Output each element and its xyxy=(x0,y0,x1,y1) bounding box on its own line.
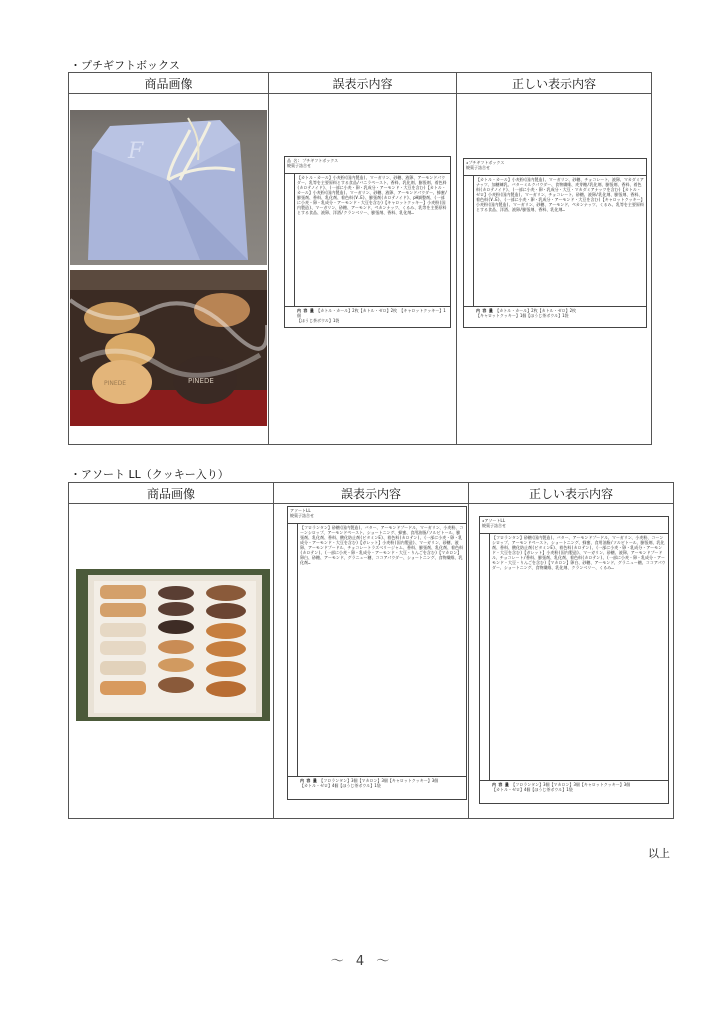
section-title-assort-ll: ・アソート LL（クッキー入り） xyxy=(70,468,229,481)
label-ingredients: 【フロランタン】砂糖(国内製造)、バター、アーモンドプードル、マーガリン、小麦粉、コーンシロップ、アーモンドペースト、ショートニング、蜂蜜、食用油脂/ソルビトール、膨張剤、乳化剤、香料、酸化防止剤(ビタミンE)、着色料(カロテン)、(一部に小麦・卵・乳成分・アーモンド・大豆を含む)【ガレット】小麦粉(国内製造)、マーガリン、砂糖、液卵、アーモンドプードル、チョコレートラズベリージャム、香料、膨張剤、乳化剤、着色料(カロテン)、(一部に小麦・卵・乳成分・アーモンド・大豆・りんごを含む)【マカロン】卵白、砂糖、アーモンド、グラニュー糖、ココアパウダー、ショートニング、食物繊維、乳化剤… xyxy=(288,524,466,776)
header-wrong-label: 誤表示内容 xyxy=(274,483,469,504)
wrong-label-cell xyxy=(274,504,469,819)
header-product-image: 商品画像 xyxy=(69,73,269,94)
label-product-type: 焼菓子詰合せ xyxy=(290,513,314,518)
label-product-name: ★アソートLL xyxy=(482,518,506,523)
cookies-photo xyxy=(70,270,267,426)
header-correct-label: 正しい表示内容 xyxy=(457,73,652,94)
label-content-title: 内 容 量 xyxy=(300,778,317,783)
label-content-title: 内 容 量 xyxy=(476,308,493,313)
label-content-extra: 【キャロットクッキー】1個【ほうじ茶ボウル】1袋 xyxy=(476,313,569,318)
header-wrong-label: 誤表示内容 xyxy=(269,73,457,94)
label-content: 【フロランタン】3個【マカロン】3個【キャロットクッキー】3個 xyxy=(319,778,439,783)
assortment-box-photo xyxy=(76,569,270,721)
wrong-label-scan-assort-ll xyxy=(287,506,467,800)
label-product-name: 品 名: プチギフトボックス xyxy=(287,158,339,163)
label-ingredients: 【フロランタン】砂糖(国内製造)、バター、アーモンドプードル、マーガリン、小麦粉、コーンシロップ、アーモンドペースト、ショートニング、蜂蜜、食用油脂/ソルビトール、膨張剤、乳化剤、香料、酸化防止剤(ビタミンE)、着色料(カロテン)、(一部に小麦・卵・乳成分・アーモンド・大豆を含む)【ガレット】小麦粉(国内製造)、マーガリン、砂糖、液卵、アーモンドプードル、チョコレート/香料、膨張剤、乳化剤、着色料(カロテン)、(一部に小麦・卵・乳成分・アーモンド・大豆・りんごを含む)【マカロン】卵白、砂糖、アーモンド、グラニュー糖、ココアパウダー、ショートニング、食物繊維、乳化剤、クランベリー、くるみ… xyxy=(480,534,668,780)
label-content-extra: 【カトル・ゼロ】4個【ほうじ茶ボウル】1袋 xyxy=(492,787,573,792)
closing-text: 以上 xyxy=(648,847,670,860)
label-product-type: 焼菓子詰合せ xyxy=(287,163,311,168)
wrong-label-scan-petit-gift xyxy=(284,156,451,328)
label-content-extra: 【ほうじ茶ボウル】1袋 xyxy=(297,318,340,323)
svg-text:PINEDE: PINEDE xyxy=(188,377,214,385)
svg-text:F: F xyxy=(128,139,144,164)
correct-label-scan-assort-ll xyxy=(479,516,669,804)
label-content-extra: 【カトル・ゼロ】4個【ほうじ茶ボウル】1袋 xyxy=(300,783,381,788)
correct-label-scan-petit-gift xyxy=(463,158,647,328)
label-ingredients: 【カトル・カール】小麦粉(国内製造)、マーガリン、砂糖、チョコレート、液卵、マカダミアナッツ、加糖練乳、バターミルクパウダー、食物繊維、麦芽糖/乳化剤、膨張剤、香料、着色料(カロテノイド)、(一部に小麦・卵・乳成分・大豆・マカダミアナッツを含む)【カトル・ゼロ】小麦粉(国内製造)、マーガリン、チョコレート、砂糖、液卵/乳化剤、膨張剤、香料、着色料(V.E)、(一部に小麦・卵・乳成分・アーモンド・大豆を含む)【キャロットクッキー】小麦粉(国内製造)、マーガリン、砂糖、アーモンド、ペカンナッツ、くるみ、乳等を主要原料とする食品、洋酒、液卵/膨張剤、香料、乳化剤… xyxy=(464,176,646,306)
label-content: 【カトル・カール】2枚【カトル・ゼロ】2枚 【キャロットクッキー】1個 xyxy=(297,308,446,318)
product-image-cell xyxy=(69,94,269,445)
wrong-label-cell xyxy=(269,94,457,445)
page-number: ～ 4 ～ xyxy=(330,954,394,969)
product-image-cell xyxy=(69,504,274,819)
label-product-type: 焼菓子詰合せ xyxy=(482,523,506,528)
label-content: 【フロランタン】3個【マカロン】3個【キャロットクッキー】3個 xyxy=(511,782,631,787)
gift-box-photo xyxy=(70,110,267,265)
header-product-image: 商品画像 xyxy=(69,483,274,504)
section-title-petit-gift: ・プチギフトボックス xyxy=(70,59,180,72)
header-correct-label: 正しい表示内容 xyxy=(469,483,674,504)
label-product-name: ★プチギフトボックス xyxy=(466,160,505,165)
comparison-table-assort-ll xyxy=(68,482,674,819)
label-product-type: 焼菓子詰合せ xyxy=(466,165,490,170)
label-product-name: アソートLL xyxy=(290,508,311,513)
comparison-table-petit-gift xyxy=(68,72,652,445)
correct-label-cell xyxy=(457,94,652,445)
label-content: 【カトル・カール】2枚【カトル・ゼロ】2枚 xyxy=(495,308,576,313)
svg-text:PINEDE: PINEDE xyxy=(104,380,127,387)
label-ingredients: 【カトル・カール】小麦粉(国内製造)、マーガリン、砂糖、液卵、アーモンドパウダー、乳等を主要原料とする食品/バニラペースト、香料、乳化剤、膨張剤、着色料(カロテノイド)、(一部に小麦・卵・乳成分・アーモンド・大豆を含む)【カトル・カール】小麦粉(国内製造)、マーガリン、砂糖、液卵、アーモンドパウダー、蜂蜜/膨張剤、香料、乳化剤、着色料(V.E)、膨張剤(カロテノイド)、pH調整剤、(一部に小麦・卵・乳成分・アーモンド・大豆を含む)【キャロットクッキー】小麦粉(国内製造)、マーガリン、砂糖、アーモンド、ペカンナッツ、くるみ、乳等を主要原料とする食品、液卵、洋酒/クランベリー、膨張剤、香料、乳化剤… xyxy=(285,174,450,306)
label-content-title: 内 容 量 xyxy=(297,308,314,313)
correct-label-cell xyxy=(469,504,674,819)
label-content-title: 内 容 量 xyxy=(492,782,509,787)
